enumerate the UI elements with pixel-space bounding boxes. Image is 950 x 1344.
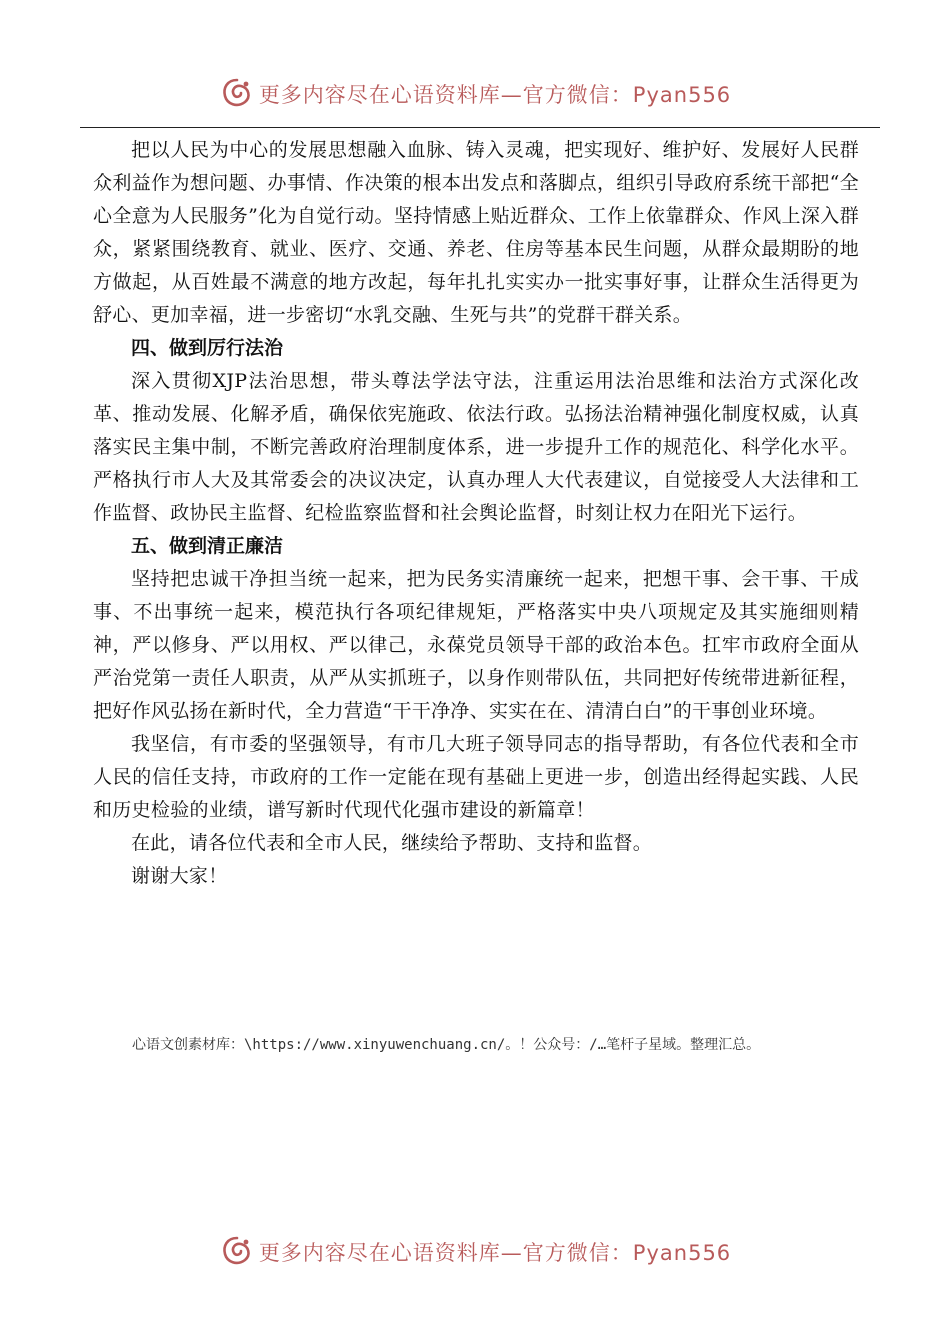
swirl-logo-icon — [219, 1234, 255, 1270]
document-body — [93, 134, 859, 893]
paragraph: 把以人民为中心的发展思想融入血脉、铸入灵魂，把实现好、维护好、发展好人民群众利益作为想问题、办事情、作决策的根本出发点和落脚点，组织引导政府系统干部把“全心全意为人民服务”化为自觉行动。坚持情感上贴近群众、工作上依靠群众、作风上深入群众，紧紧围绕教育、就业、医疗、交通、养老、住房等基本民生问题，从群众最期盼的地方做起，从百姓最不满意的地方改起，每年扎扎实实办一批实事好事，让群众生活得更为舒心、更加幸福，进一步密切“水乳交融、生死与共”的党群干群关系。 — [93, 139, 859, 326]
swirl-logo-icon — [219, 76, 255, 112]
footer-watermark-text: 更多内容尽在心语资料库—官方微信：Pyan556 — [258, 1241, 732, 1265]
header-watermark — [0, 72, 950, 116]
source-note: 心语文创素材库：\https://www.xinyuwenchuang.cn/。！公众号：/…笔杆子星域。整理汇总。 — [132, 1037, 761, 1053]
paragraph: 深入贯彻XJP法治思想，带头尊法学法守法，注重运用法治思维和法治方式深化改革、推动发展、化解矛盾，确保依宪施政、依法行政。弘扬法治精神强化制度权威，认真落实民主集中制，不断完善政府治理制度体系，进一步提升工作的规范化、科学化水平。严格执行市人大及其常委会的决议决定，认真办理人大代表建议，自觉接受人大法律和工作监督、政协民主监督、纪检监察监督和社会舆论监督，时刻让权力在阳光下运行。 — [93, 370, 859, 524]
paragraph: 坚持把忠诚干净担当统一起来，把为民务实清廉统一起来，把想干事、会干事、干成事、不出事统一起来，模范执行各项纪律规矩，严格落实中央八项规定及其实施细则精神，严以修身、严以用权、严以律己，永葆党员领导干部的政治本色。扛牢市政府全面从严治党第一责任人职责，从严从实抓班子，以身作则带队伍，共同把好传统带进新征程，把好作风弘扬在新时代，全力营造“干干净净、实实在在、清清白白”的干事创业环境。 — [93, 568, 859, 722]
header-rule — [80, 127, 880, 128]
header-watermark-text: 更多内容尽在心语资料库—官方微信：Pyan556 — [258, 83, 732, 107]
paragraph: 谢谢大家！ — [131, 865, 228, 887]
section-heading-5: 五、做到清正廉洁 — [131, 535, 284, 557]
paragraph: 在此，请各位代表和全市人民，继续给予帮助、支持和监督。 — [131, 832, 653, 854]
footer-watermark — [0, 1230, 950, 1274]
section-heading-4: 四、做到厉行法治 — [131, 337, 284, 359]
paragraph: 我坚信，有市委的坚强领导，有市几大班子领导同志的指导帮助，有各位代表和全市人民的信任支持，市政府的工作一定能在现有基础上更进一步，创造出经得起实践、人民和历史检验的业绩，谱写新时代现代化强市建设的新篇章！ — [93, 733, 859, 821]
